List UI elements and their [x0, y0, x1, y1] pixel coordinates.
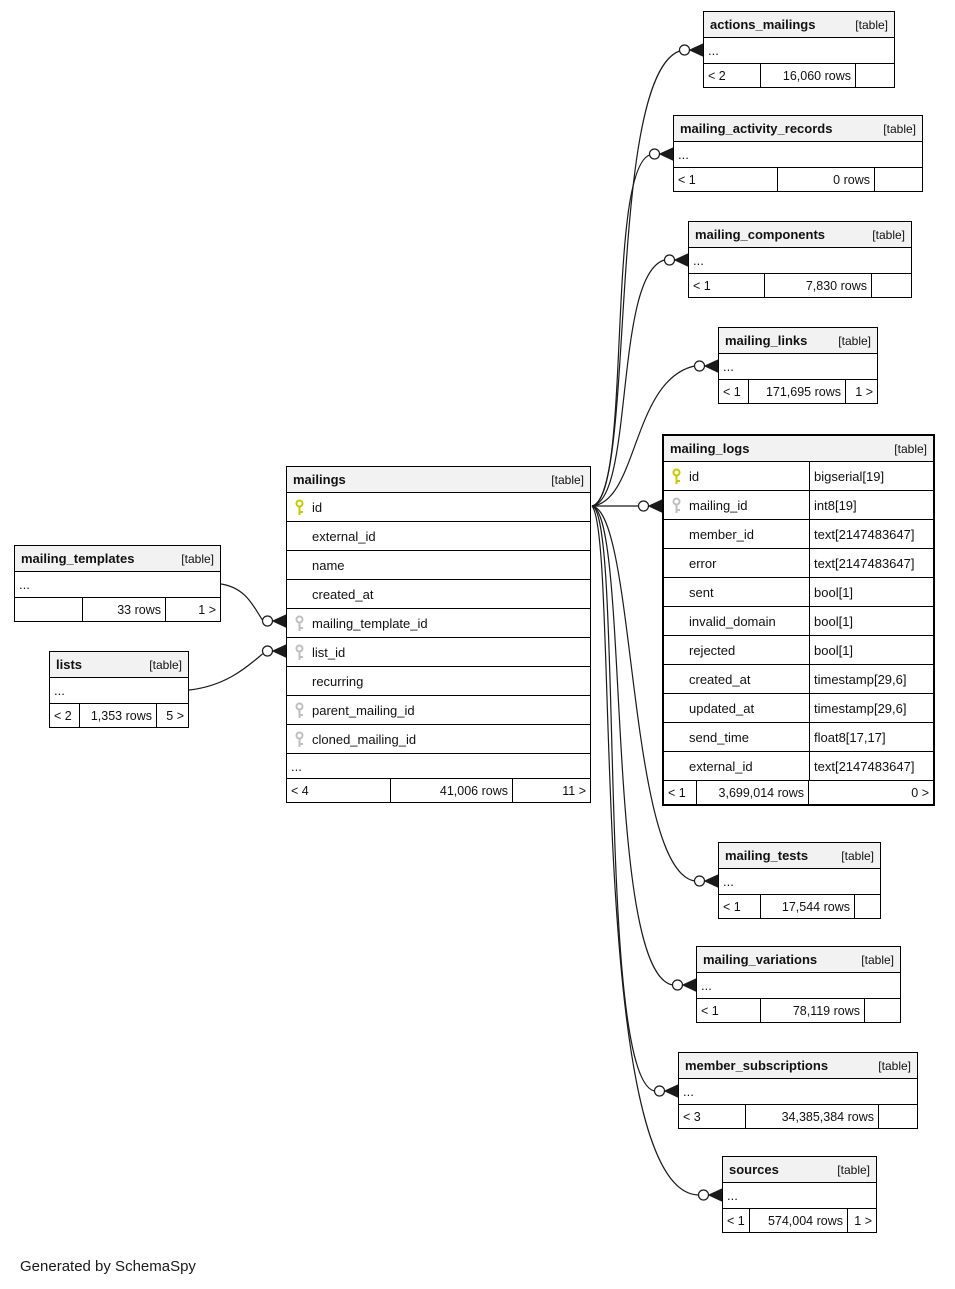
footer-parents-count: 1 >: [855, 384, 873, 399]
column-row-id: [287, 493, 590, 522]
connector-mailing-variations: [673, 979, 697, 991]
column-row-external_id: [287, 522, 590, 551]
ellipsis-label: ...: [723, 874, 734, 889]
column-row-ellipsis: [50, 678, 188, 704]
table-title[interactable]: mailings: [293, 472, 346, 487]
table-title[interactable]: member_subscriptions: [685, 1058, 829, 1073]
column-name: recurring: [312, 673, 364, 689]
footer-row-count: 41,006 rows: [391, 779, 513, 802]
column-row-created_at: [287, 580, 590, 609]
footer-row-count: 171,695 rows: [749, 380, 846, 403]
column-row-cloned_mailing_id: [287, 725, 590, 754]
column-name: created_at: [689, 671, 751, 687]
connector-member-subscriptions: [655, 1085, 679, 1097]
ellipsis-label: ...: [727, 1188, 738, 1203]
ellipsis-label: ...: [693, 253, 704, 268]
footer-parents-count: 1 >: [198, 602, 216, 617]
table-title[interactable]: mailing_links: [725, 333, 808, 348]
connector-mailing-logs: [639, 500, 663, 512]
table-header: [287, 467, 590, 493]
table-sources[interactable]: [722, 1156, 877, 1233]
table-member_subscriptions[interactable]: [678, 1052, 918, 1129]
column-row-ellipsis: [674, 142, 922, 168]
footer-row-count: 17,544 rows: [761, 895, 855, 918]
table-actions_mailings[interactable]: [703, 11, 895, 88]
foreign-key-icon: [287, 615, 312, 632]
table-tag: [table]: [841, 848, 874, 863]
footer-children-count: < 2: [704, 64, 761, 87]
column-type: bool[1]: [809, 636, 933, 664]
column-row-ellipsis: [723, 1183, 876, 1209]
table-mailing_activity_records[interactable]: [673, 115, 923, 192]
footer-children-count: [15, 598, 83, 621]
line-mailings-member-subscriptions: [592, 506, 655, 1091]
footer-children-count: < 1: [697, 999, 761, 1022]
column-row-ellipsis: [689, 248, 911, 274]
column-name: sent: [689, 584, 714, 600]
table-header: [664, 436, 933, 462]
table-footer: [50, 704, 188, 727]
connector-mailing-tests: [695, 875, 719, 887]
table-title[interactable]: mailing_tests: [725, 848, 809, 863]
table-mailing_tests[interactable]: [718, 842, 881, 919]
table-mailing_logs[interactable]: [662, 434, 935, 806]
ellipsis-label: ...: [723, 359, 734, 374]
column-row-error: [664, 549, 933, 578]
table-footer: [719, 895, 880, 918]
column-row-ellipsis: [15, 572, 220, 598]
table-footer: [679, 1105, 917, 1128]
footer-parents-count: 5 >: [166, 708, 184, 723]
table-tag: [table]: [878, 1058, 911, 1073]
footer-row-count: 1,353 rows: [80, 704, 157, 727]
column-name: mailing_id: [689, 497, 748, 513]
table-tag: [table]: [838, 333, 871, 348]
column-row-ellipsis: [719, 354, 877, 380]
column-row-ellipsis: [704, 38, 894, 64]
table-header: [719, 843, 880, 869]
table-title[interactable]: mailing_logs: [670, 441, 750, 456]
ellipsis-label: ...: [54, 683, 65, 698]
footer-children-count: < 1: [719, 895, 761, 918]
column-name: id: [312, 499, 323, 515]
table-title[interactable]: mailing_activity_records: [680, 121, 833, 136]
column-row-sent: [664, 578, 933, 607]
footer-parents-count: [856, 64, 894, 87]
connector-mailing-template-id: [263, 615, 287, 627]
table-tag: [table]: [894, 441, 927, 456]
column-type: int8[19]: [809, 491, 933, 519]
footer-row-count: 574,004 rows: [750, 1209, 848, 1232]
footer-children-count: < 2: [50, 704, 80, 727]
table-header: [679, 1053, 917, 1079]
footer-children-count: < 1: [674, 168, 778, 191]
table-footer: [723, 1209, 876, 1232]
table-mailing_templates[interactable]: [14, 545, 221, 622]
ellipsis-label: ...: [701, 978, 712, 993]
column-row-ellipsis: [719, 869, 880, 895]
column-name: external_id: [312, 528, 376, 544]
footer-parents-count: 0 >: [911, 785, 929, 800]
foreign-key-icon: [287, 731, 312, 748]
column-name: mailing_template_id: [312, 615, 428, 631]
ellipsis-label: ...: [19, 577, 30, 592]
column-row-parent_mailing_id: [287, 696, 590, 725]
ellipsis-label: ...: [291, 758, 302, 774]
footer-row-count: 34,385,384 rows: [746, 1105, 879, 1128]
footer-row-count: 7,830 rows: [765, 274, 872, 297]
ellipsis-label: ...: [683, 1084, 694, 1099]
column-name: parent_mailing_id: [312, 702, 415, 718]
column-name: name: [312, 557, 345, 573]
column-name: send_time: [689, 729, 749, 745]
column-name: id: [689, 468, 700, 484]
footer-children-count: < 1: [719, 380, 749, 403]
foreign-key-icon: [664, 497, 689, 514]
foreign-key-icon: [287, 702, 312, 719]
table-footer: [674, 168, 922, 191]
column-row-send_time: [664, 723, 933, 752]
column-name: cloned_mailing_id: [312, 731, 417, 747]
column-row-id: [664, 462, 933, 491]
column-row-ellipsis: [697, 973, 900, 999]
footer-parents-count: [855, 895, 880, 918]
primary-key-icon: [287, 499, 312, 516]
column-row-ellipsis: [287, 754, 590, 779]
column-type: bigserial[19]: [809, 462, 933, 490]
table-mailing_variations[interactable]: [696, 946, 901, 1023]
column-type: timestamp[29,6]: [809, 694, 933, 722]
foreign-key-icon: [287, 644, 312, 661]
table-footer: [287, 779, 590, 802]
table-tag: [table]: [883, 121, 916, 136]
column-name: list_id: [312, 644, 346, 660]
table-mailing_components[interactable]: [688, 221, 912, 298]
footer-parents-count: [872, 274, 911, 297]
table-footer: [704, 64, 894, 87]
table-tag: [table]: [551, 472, 584, 487]
table-header: [15, 546, 220, 572]
line-lists-mailings: [189, 654, 263, 690]
footer-children-count: < 1: [664, 781, 697, 804]
table-header: [723, 1157, 876, 1183]
table-title[interactable]: actions_mailings: [710, 17, 816, 32]
connector-actions-mailings: [680, 44, 704, 56]
column-name: external_id: [689, 758, 753, 774]
line-mailings-mailing-activity-records: [592, 155, 650, 506]
table-footer: [664, 781, 933, 804]
table-tag: [table]: [149, 657, 182, 672]
column-row-name: [287, 551, 590, 580]
column-row-member_id: [664, 520, 933, 549]
connector-mailing-components: [665, 254, 689, 266]
table-title[interactable]: lists: [56, 657, 83, 672]
table-tag: [table]: [837, 1162, 870, 1177]
column-name: invalid_domain: [689, 613, 776, 629]
column-name: created_at: [312, 586, 374, 602]
footer-parents-count: 11 >: [562, 783, 586, 798]
primary-key-icon: [664, 468, 689, 485]
ellipsis-label: ...: [678, 147, 689, 162]
column-type: bool[1]: [809, 578, 933, 606]
line-mailing-templates-mailings: [221, 584, 263, 620]
column-row-created_at: [664, 665, 933, 694]
footer-children-count: < 3: [679, 1105, 746, 1128]
footer-row-count: 16,060 rows: [761, 64, 856, 87]
column-name: updated_at: [689, 700, 755, 716]
table-title[interactable]: mailing_variations: [703, 952, 818, 967]
table-footer: [15, 598, 220, 621]
table-mailing_links[interactable]: [718, 327, 878, 404]
table-tag: [table]: [181, 551, 214, 566]
column-row-recurring: [287, 667, 590, 696]
footer-parents-count: [875, 168, 922, 191]
column-type: timestamp[29,6]: [809, 665, 933, 693]
table-title[interactable]: mailing_templates: [21, 551, 135, 566]
column-name: rejected: [689, 642, 736, 658]
table-header: [50, 652, 188, 678]
column-row-external_id: [664, 752, 933, 781]
column-row-mailing_template_id: [287, 609, 590, 638]
ellipsis-label: ...: [708, 43, 719, 58]
footer-row-count: 78,119 rows: [761, 999, 865, 1022]
line-mailings-mailing-components: [592, 260, 665, 506]
line-mailings-mailing-variations: [592, 506, 673, 985]
table-mailings[interactable]: [286, 466, 591, 803]
table-tag: [table]: [855, 17, 888, 32]
table-tag: [table]: [872, 227, 905, 242]
connector-list-id: [263, 645, 287, 657]
table-header: [719, 328, 877, 354]
column-type: text[2147483647]: [809, 520, 933, 548]
connector-mailing-activity-records: [650, 148, 674, 160]
column-type: bool[1]: [809, 607, 933, 635]
footer-children-count: < 1: [723, 1209, 750, 1232]
connector-mailing-links: [695, 360, 719, 372]
table-header: [704, 12, 894, 38]
column-row-ellipsis: [679, 1079, 917, 1105]
table-tag: [table]: [861, 952, 894, 967]
table-header: [674, 116, 922, 142]
column-row-mailing_id: [664, 491, 933, 520]
footer-parents-count: [879, 1105, 917, 1128]
column-type: text[2147483647]: [809, 549, 933, 577]
table-title[interactable]: mailing_components: [695, 227, 826, 242]
generator-note: Generated by SchemaSpy: [20, 1258, 196, 1275]
footer-row-count: 33 rows: [83, 598, 166, 621]
column-name: error: [689, 555, 717, 571]
column-row-updated_at: [664, 694, 933, 723]
footer-parents-count: 1 >: [854, 1213, 872, 1228]
table-header: [689, 222, 911, 248]
footer-children-count: < 1: [689, 274, 765, 297]
footer-children-count: < 4: [287, 779, 391, 802]
column-row-rejected: [664, 636, 933, 665]
column-name: member_id: [689, 526, 755, 542]
column-row-invalid_domain: [664, 607, 933, 636]
table-lists[interactable]: [49, 651, 189, 728]
column-row-list_id: [287, 638, 590, 667]
footer-parents-count: [865, 999, 900, 1022]
footer-row-count: 3,699,014 rows: [697, 781, 809, 804]
footer-row-count: 0 rows: [778, 168, 875, 191]
table-title[interactable]: sources: [729, 1162, 779, 1177]
connector-sources: [699, 1189, 723, 1201]
table-header: [697, 947, 900, 973]
table-footer: [697, 999, 900, 1022]
column-type: float8[17,17]: [809, 723, 933, 751]
table-footer: [719, 380, 877, 403]
table-footer: [689, 274, 911, 297]
column-type: text[2147483647]: [809, 752, 933, 780]
